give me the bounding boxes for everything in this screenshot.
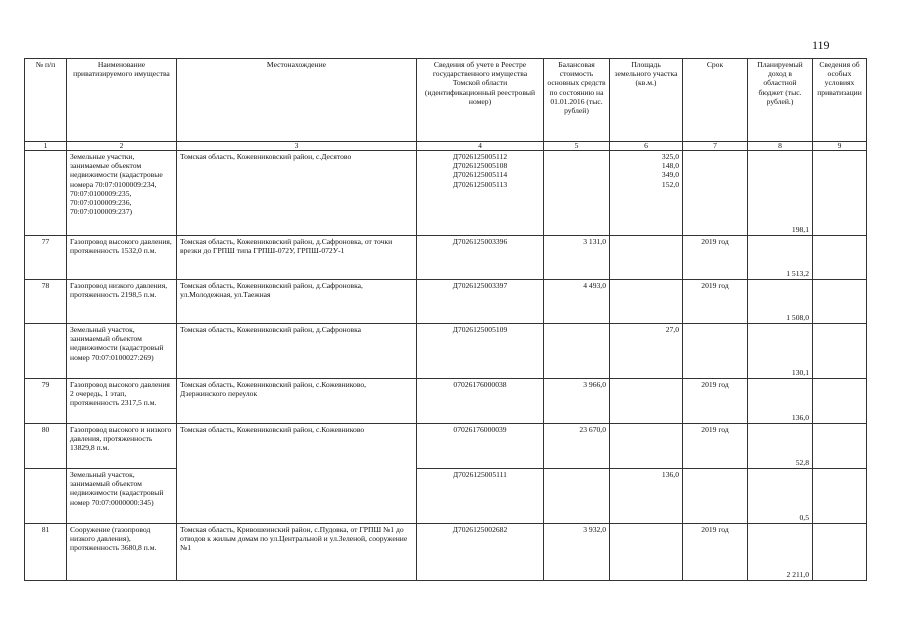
row-name: Земельные участки, занимаемые объектом недвижимости (кадастровые номера 70:07:0100009:234, 70:07:0100009:235, 70:07:0100009:236, 70:07:0100009:237) bbox=[67, 151, 177, 236]
row-planned-income: 198,1 bbox=[748, 151, 813, 236]
row-registry-number: Д7026125005112 Д7026125005108 Д7026125005114 Д7026125005113 bbox=[417, 151, 544, 236]
table-row bbox=[25, 280, 867, 324]
row-planned-income: 1 508,0 bbox=[748, 280, 813, 324]
table-row bbox=[25, 424, 867, 469]
row-term: 2019 год bbox=[683, 280, 748, 324]
row-name: Газопровод высокого давления 2 очередь, 1 этап, протяженность 2317,5 п.м. bbox=[67, 379, 177, 424]
row-term bbox=[683, 151, 748, 236]
row-balance-value bbox=[544, 324, 610, 379]
row-notes bbox=[813, 324, 867, 379]
row-land-area bbox=[610, 424, 683, 469]
column-number-row bbox=[25, 142, 867, 151]
column-number: 5 bbox=[544, 142, 610, 151]
row-number: 77 bbox=[25, 236, 67, 280]
row-registry-number: Д7026125003396 bbox=[417, 236, 544, 280]
row-land-area bbox=[610, 280, 683, 324]
row-location: Томская область, Кожевниковский район, д.Сафроновка, от точки врезки до ГРПШ типа ГРПШ-072У, ГРПШ-072У-1 bbox=[177, 236, 417, 280]
col-header-registry: Сведения об учете в Реестре государственного имущества Томской области (идентификационный реестровый номер) bbox=[417, 59, 544, 142]
table-row bbox=[25, 151, 867, 236]
row-balance-value: 23 670,0 bbox=[544, 424, 610, 469]
table-row bbox=[25, 236, 867, 280]
row-land-area: 325,0 148,0 349,0 152,0 bbox=[610, 151, 683, 236]
row-registry-number: Д7026125002682 bbox=[417, 524, 544, 581]
column-number: 7 bbox=[683, 142, 748, 151]
row-registry-number: Д7026125003397 bbox=[417, 280, 544, 324]
column-number: 6 bbox=[610, 142, 683, 151]
row-balance-value bbox=[544, 151, 610, 236]
row-location: Томская область, Кожевниковский район, д.Сафроновка, ул.Молодежная, ул.Таежная bbox=[177, 280, 417, 324]
row-land-area: 136,0 bbox=[610, 469, 683, 524]
row-name: Газопровод высокого и низкого давления, протяженность 13829,8 п.м. bbox=[67, 424, 177, 469]
col-header-num: № п/п bbox=[25, 59, 67, 142]
row-notes bbox=[813, 524, 867, 581]
row-term: 2019 год bbox=[683, 379, 748, 424]
col-header-notes: Сведения об особых условиях приватизации bbox=[813, 59, 867, 142]
row-land-area bbox=[610, 379, 683, 424]
row-name: Газопровод низкого давления, протяженность 2198,5 п.м. bbox=[67, 280, 177, 324]
col-header-location: Местонахождение bbox=[177, 59, 417, 142]
row-planned-income: 0,5 bbox=[748, 469, 813, 524]
row-planned-income: 1 513,2 bbox=[748, 236, 813, 280]
row-number bbox=[25, 469, 67, 524]
row-location: Томская область, Кривошеинский район, с.Пудовка, от ГРПШ №1 до отводов к жилым домам по ул.Центральной и ул.Зеленой, сооружение №1 bbox=[177, 524, 417, 581]
row-balance-value: 3 932,0 bbox=[544, 524, 610, 581]
table-row bbox=[25, 469, 867, 524]
column-number: 2 bbox=[67, 142, 177, 151]
col-header-term: Срок bbox=[683, 59, 748, 142]
col-header-income: Планируемый доход в областной бюджет (тыс. рублей.) bbox=[748, 59, 813, 142]
table-row bbox=[25, 324, 867, 379]
row-number: 81 bbox=[25, 524, 67, 581]
col-header-name: Наименование приватизируемого имущества bbox=[67, 59, 177, 142]
row-land-area: 27,0 bbox=[610, 324, 683, 379]
row-number bbox=[25, 324, 67, 379]
table-row bbox=[25, 524, 867, 581]
row-land-area bbox=[610, 524, 683, 581]
privatization-table bbox=[24, 58, 867, 581]
row-planned-income: 2 211,0 bbox=[748, 524, 813, 581]
row-planned-income: 130,1 bbox=[748, 324, 813, 379]
row-name: Газопровод высокого давления, протяженность 1532,0 п.м. bbox=[67, 236, 177, 280]
row-number bbox=[25, 151, 67, 236]
row-name: Земельный участок, занимаемый объектом недвижимости (кадастровый номер 70:07:0000000:345) bbox=[67, 469, 177, 524]
row-registry-number: Д7026125005111 bbox=[417, 469, 544, 524]
row-registry-number: 07026176000039 bbox=[417, 424, 544, 469]
column-number: 1 bbox=[25, 142, 67, 151]
row-registry-number: 07026176000038 bbox=[417, 379, 544, 424]
row-planned-income: 136,0 bbox=[748, 379, 813, 424]
row-notes bbox=[813, 469, 867, 524]
row-location: Томская область, Кожевниковский район, с.Кожевниково, Дзержинского переулок bbox=[177, 379, 417, 424]
column-number: 9 bbox=[813, 142, 867, 151]
table-row bbox=[25, 379, 867, 424]
header-row bbox=[25, 59, 867, 142]
row-land-area bbox=[610, 236, 683, 280]
row-number: 80 bbox=[25, 424, 67, 469]
row-balance-value: 3 966,0 bbox=[544, 379, 610, 424]
row-location: Томская область, Кожевниковский район, с.Кожевниково bbox=[177, 424, 417, 524]
row-notes bbox=[813, 379, 867, 424]
row-registry-number: Д7026125005109 bbox=[417, 324, 544, 379]
column-number: 4 bbox=[417, 142, 544, 151]
row-term: 2019 год bbox=[683, 524, 748, 581]
row-location: Томская область, Кожевниковский район, с.Десятово bbox=[177, 151, 417, 236]
row-location: Томская область, Кожевниковский район, д.Сафроновка bbox=[177, 324, 417, 379]
row-term bbox=[683, 469, 748, 524]
col-header-area: Площадь земельного участка (кв.м.) bbox=[610, 59, 683, 142]
row-number: 78 bbox=[25, 280, 67, 324]
row-notes bbox=[813, 280, 867, 324]
row-number: 79 bbox=[25, 379, 67, 424]
row-balance-value bbox=[544, 469, 610, 524]
column-number: 8 bbox=[748, 142, 813, 151]
page-number: 119 bbox=[812, 38, 830, 52]
column-number: 3 bbox=[177, 142, 417, 151]
row-term bbox=[683, 324, 748, 379]
row-notes bbox=[813, 236, 867, 280]
row-term: 2019 год bbox=[683, 424, 748, 469]
row-balance-value: 3 131,0 bbox=[544, 236, 610, 280]
row-term: 2019 год bbox=[683, 236, 748, 280]
row-name: Земельный участок, занимаемый объектом недвижимости (кадастровый номер 70:07:0100027:269) bbox=[67, 324, 177, 379]
row-name: Сооружение (газопровод низкого давления), протяженность 3680,8 п.м. bbox=[67, 524, 177, 581]
col-header-value: Балансовая стоимость основных средств по состоянию на 01.01.2016 (тыс. рублей) bbox=[544, 59, 610, 142]
row-planned-income: 52,8 bbox=[748, 424, 813, 469]
row-balance-value: 4 493,0 bbox=[544, 280, 610, 324]
row-notes bbox=[813, 151, 867, 236]
row-notes bbox=[813, 424, 867, 469]
